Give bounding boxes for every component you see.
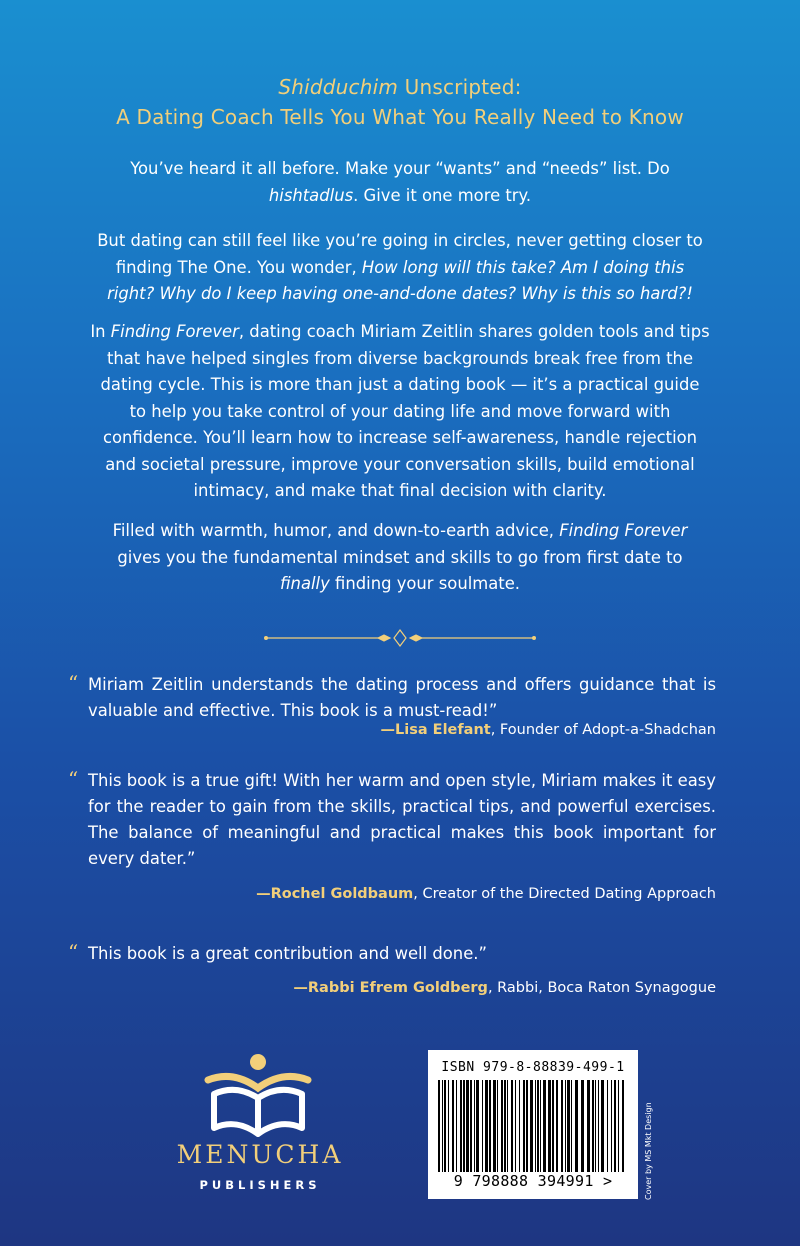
blurb-text: But dating can still feel like you’re going in circles, never getting closer to finding The One. You wonder, bbox=[97, 231, 703, 277]
quote-mark: “ bbox=[68, 767, 79, 791]
endorsement-attribution-3 bbox=[293, 980, 716, 996]
endorsement-text: Miriam Zeitlin understands the dating process and offers guidance that is valuable and effective. This book is a must-read!” bbox=[88, 675, 716, 720]
isbn-label: ISBN 979-8-88839-499-1 bbox=[441, 1060, 625, 1075]
blurb-text: gives you the fundamental mindset and skills to go from first date to bbox=[117, 547, 683, 567]
open-book-reader-icon bbox=[178, 1050, 338, 1140]
book-title bbox=[0, 72, 800, 132]
quote-mark: “ bbox=[68, 940, 79, 964]
title-line1-rest: Unscripted: bbox=[398, 75, 522, 99]
endorser-name: —Lisa Elefant bbox=[380, 722, 491, 738]
title-line-1 bbox=[0, 72, 800, 102]
endorsement-attribution-1 bbox=[380, 722, 716, 738]
endorsement-quote-3 bbox=[68, 940, 716, 967]
blurb-text: . Give it one more try. bbox=[353, 185, 532, 205]
blurb-italic: Finding Forever bbox=[110, 322, 239, 341]
title-italic: Shidduchim bbox=[278, 75, 399, 99]
blurb-text: You’ve heard it all before. Make your “wants” and “needs” list. Do bbox=[130, 159, 670, 178]
endorser-role: , Founder of Adopt-a-Shadchan bbox=[490, 722, 716, 738]
ornament-divider bbox=[260, 628, 540, 648]
blurb-text: In bbox=[90, 322, 111, 341]
endorsement-text: This book is a true gift! With her warm and open style, Miriam makes it easy for the reader to gain from the skills, practical tips, and powerful exercises. The balance of meaningful and practical makes this book important for every dater.” bbox=[88, 771, 716, 868]
quote-mark: “ bbox=[68, 671, 79, 695]
publisher-name: MENUCHA bbox=[176, 1140, 344, 1169]
publisher-subtitle: PUBLISHERS bbox=[199, 1178, 321, 1192]
blurb-italic: Finding Forever bbox=[559, 521, 688, 540]
endorsement-attribution-2 bbox=[256, 886, 716, 902]
blurb-paragraph-2 bbox=[90, 228, 710, 308]
blurb-paragraph-3 bbox=[90, 319, 710, 505]
blurb-text: , dating coach Miriam Zeitlin shares golden tools and tips that have helped singles from diverse backgrounds break free from the dating cycle. This is more than just a dating book — it’s a practical guide to help you take control of your dating life and move forward with confidence. You’ll learn how to increase self-awareness, handle rejection and societal pressure, improve your conversation skills, build emotional intimacy, and make that final decision with clarity. bbox=[100, 322, 710, 500]
endorser-name: —Rabbi Efrem Goldberg bbox=[293, 980, 488, 996]
endorsement-quote-2 bbox=[68, 767, 716, 872]
blurb-text: Filled with warmth, humor, and down-to-earth advice, bbox=[112, 521, 560, 540]
blurb-text: finding your soulmate. bbox=[329, 574, 521, 593]
endorsement-text: This book is a great contribution and well done.” bbox=[88, 944, 487, 963]
isbn-barcode bbox=[428, 1050, 638, 1199]
barcode-bars bbox=[436, 1080, 630, 1172]
blurb-paragraph-1 bbox=[90, 156, 710, 209]
barcode-number: 9 798888 394991 > bbox=[453, 1172, 613, 1190]
endorser-role: , Rabbi, Boca Raton Synagogue bbox=[487, 980, 716, 996]
blurb-italic: How long will this take? Am I doing this right? Why do I keep having one-and-done dates? Why is this so hard?! bbox=[107, 257, 693, 303]
endorser-name: —Rochel Goldbaum bbox=[256, 886, 414, 902]
title-line-2: A Dating Coach Tells You What You Really Need to Know bbox=[116, 105, 684, 129]
blurb-paragraph-4 bbox=[90, 518, 710, 598]
endorser-role: , Creator of the Directed Dating Approach bbox=[413, 886, 716, 902]
blurb-italic: hishtadlus bbox=[268, 185, 354, 205]
blurb-italic: finally bbox=[279, 574, 330, 593]
cover-design-credit: Cover by MS Mkt Design bbox=[644, 1102, 653, 1200]
endorsement-quote-1 bbox=[68, 671, 716, 724]
